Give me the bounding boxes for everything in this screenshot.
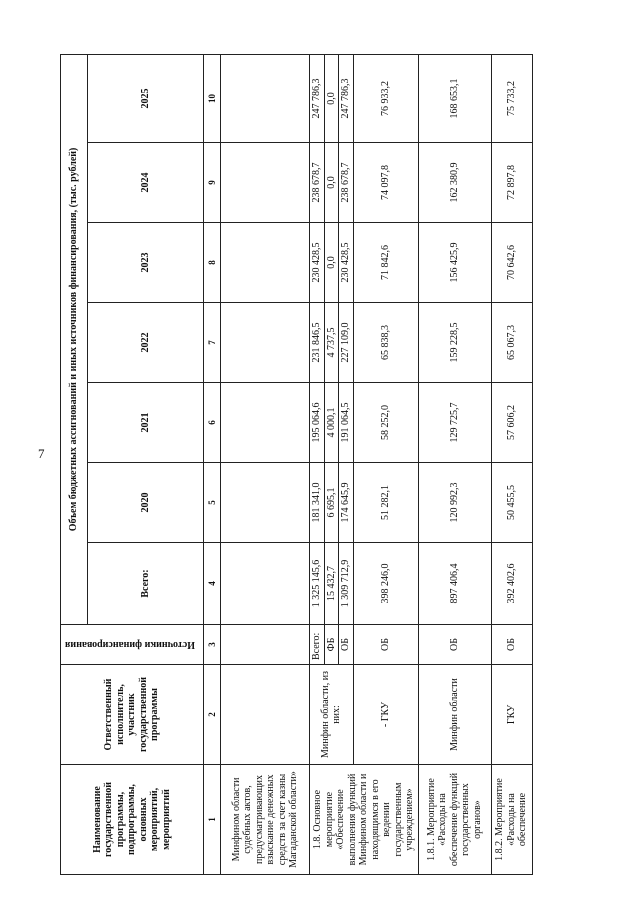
row-value: 195 064,6 — [310, 383, 325, 463]
row-source: Всего: — [310, 625, 325, 665]
table-row — [221, 54, 310, 874]
row-name: 1.8.1. Мероприятие «Расходы на обеспечение функций государственных органов» — [418, 765, 491, 875]
row-value: 72 897,8 — [491, 143, 532, 223]
row-value: 120 992,3 — [418, 463, 491, 543]
header-year: 2021 — [88, 383, 204, 463]
row-value: 0,0 — [324, 54, 339, 142]
table-row — [310, 54, 325, 874]
row-value: 65 067,3 — [491, 303, 532, 383]
row-value: 231 846,5 — [310, 303, 325, 383]
row-value: 168 653,1 — [418, 54, 491, 142]
row-value: 174 645,9 — [339, 463, 354, 543]
row-value: 70 642,6 — [491, 223, 532, 303]
row-value: 58 252,0 — [353, 383, 418, 463]
table-row — [491, 54, 532, 874]
header-volume: Объем бюджетных ассигнований и иных источников финансирования, (тыс. рублей) — [61, 54, 88, 624]
row-value — [221, 223, 310, 303]
row-value: 897 406,4 — [418, 543, 491, 625]
row-source: ОБ — [418, 625, 491, 665]
row-value: 50 455,5 — [491, 463, 532, 543]
column-number: 1 — [204, 765, 221, 875]
row-value: 65 838,3 — [353, 303, 418, 383]
row-source: ОБ — [491, 625, 532, 665]
row-value: 51 282,1 — [353, 463, 418, 543]
column-number: 6 — [204, 383, 221, 463]
row-value: 156 425,9 — [418, 223, 491, 303]
row-executor: ГКУ — [491, 665, 532, 765]
row-value: 398 246,0 — [353, 543, 418, 625]
header-name: Наименование государственной программы, подпрограммы, основных мероприятий, мероприятий — [61, 765, 204, 875]
header-year: 2023 — [88, 223, 204, 303]
row-value: 75 733,2 — [491, 54, 532, 142]
row-value: 159 228,5 — [418, 303, 491, 383]
header-executor: Ответственный исполнитель, участник государственной программы — [61, 665, 204, 765]
column-number: 2 — [204, 665, 221, 765]
row-value: 4 000,1 — [324, 383, 339, 463]
page-number: 7 — [38, 446, 45, 461]
row-source: ФБ — [324, 625, 339, 665]
row-value: 0,0 — [324, 223, 339, 303]
row-value: 238 678,7 — [310, 143, 325, 223]
financing-table — [60, 54, 533, 875]
row-value — [221, 543, 310, 625]
column-number: 4 — [204, 543, 221, 625]
header-source — [61, 625, 204, 665]
row-value — [221, 383, 310, 463]
row-executor: Минфин области, из них: — [310, 665, 354, 765]
row-value: 4 737,5 — [324, 303, 339, 383]
table-row — [353, 54, 418, 874]
rotated-table-area — [60, 55, 630, 875]
row-value: 230 428,5 — [310, 223, 325, 303]
column-number: 7 — [204, 303, 221, 383]
column-number-row — [204, 54, 221, 874]
row-value — [221, 54, 310, 142]
row-value: 162 380,9 — [418, 143, 491, 223]
row-value: 227 109,0 — [339, 303, 354, 383]
row-value: 71 842,6 — [353, 223, 418, 303]
row-source — [221, 625, 310, 665]
column-number: 3 — [204, 625, 221, 665]
row-value — [221, 143, 310, 223]
header-year: 2020 — [88, 463, 204, 543]
row-value: 6 695,1 — [324, 463, 339, 543]
column-number: 9 — [204, 143, 221, 223]
row-name: Минфином области судебных актов, предусматривающих взыскание денежных средств за счет казны Магаданской области» — [221, 765, 310, 875]
row-value: 191 064,5 — [339, 383, 354, 463]
row-value: 230 428,5 — [339, 223, 354, 303]
row-value: 181 341,0 — [310, 463, 325, 543]
row-source: ОБ — [353, 625, 418, 665]
row-value — [221, 463, 310, 543]
header-year: 2024 — [88, 143, 204, 223]
row-value: 0,0 — [324, 143, 339, 223]
row-executor: Минфин области — [418, 665, 491, 765]
row-executor — [221, 665, 310, 765]
row-value: 74 097,8 — [353, 143, 418, 223]
column-number: 8 — [204, 223, 221, 303]
header-total: Всего: — [88, 543, 204, 625]
header-year: 2022 — [88, 303, 204, 383]
row-name: 1.8. Основное мероприятие «Обеспечение выполнения функций Минфином области и находящимся в его ведении государственным учреждением» — [310, 765, 419, 875]
row-value — [221, 303, 310, 383]
column-number: 5 — [204, 463, 221, 543]
row-value: 15 432,7 — [324, 543, 339, 625]
row-executor: - ГКУ — [353, 665, 418, 765]
row-value: 247 786,3 — [310, 54, 325, 142]
row-value: 57 606,2 — [491, 383, 532, 463]
header-year: 2025 — [88, 54, 204, 142]
column-number: 10 — [204, 54, 221, 142]
row-value: 76 933,2 — [353, 54, 418, 142]
row-value: 392 402,6 — [491, 543, 532, 625]
row-source: ОБ — [339, 625, 354, 665]
table-row — [418, 54, 491, 874]
row-value: 129 725,7 — [418, 383, 491, 463]
row-value: 238 678,7 — [339, 143, 354, 223]
row-value: 1 309 712,9 — [339, 543, 354, 625]
row-value: 247 786,3 — [339, 54, 354, 142]
header-source-text: Источники финансирования — [65, 639, 196, 651]
row-value: 1 325 145,6 — [310, 543, 325, 625]
row-name: 1.8.2. Мероприятие «Расходы на обеспечение — [491, 765, 532, 875]
